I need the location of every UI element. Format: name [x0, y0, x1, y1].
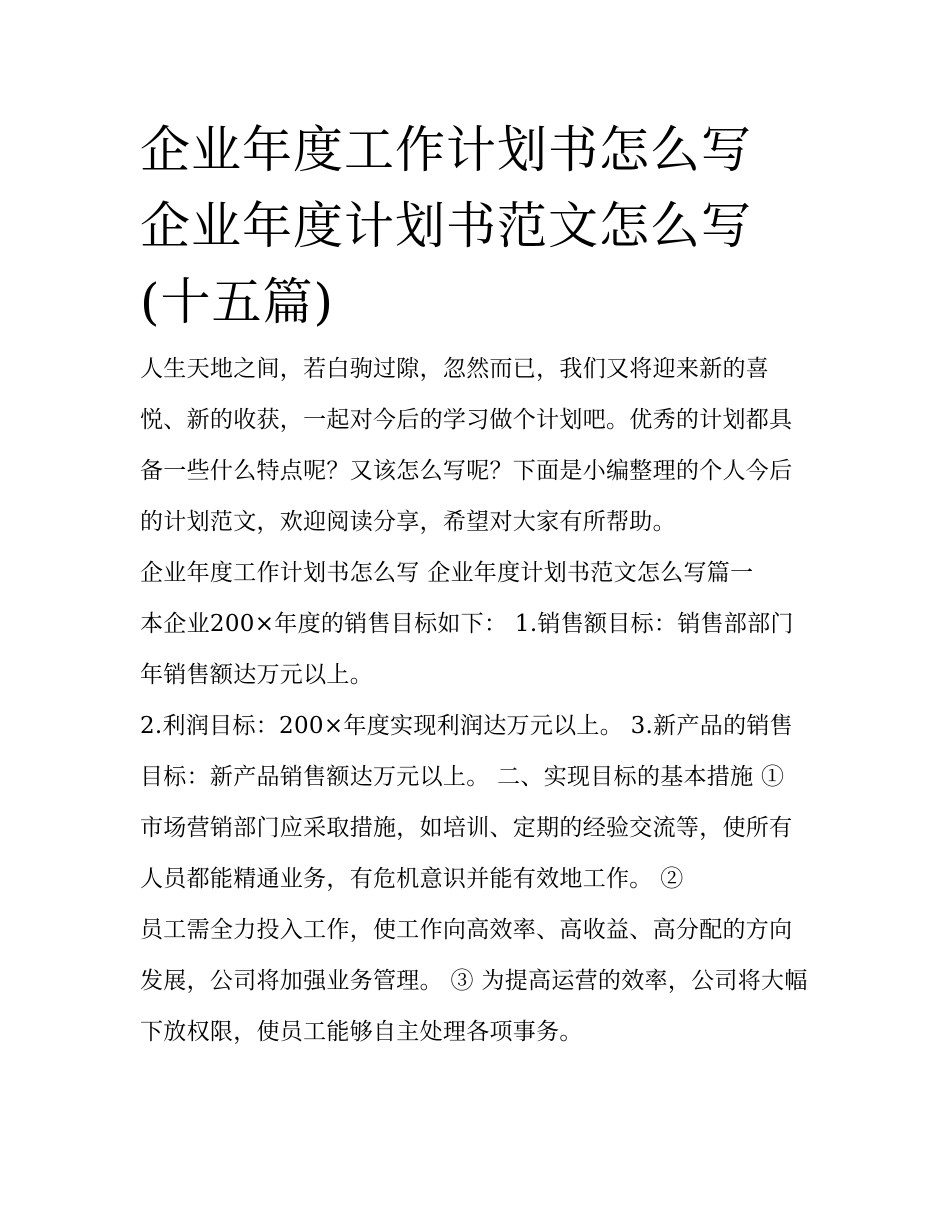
- document-title: 企业年度工作计划书怎么写 企业年度计划书范文怎么写(十五篇): [140, 121, 752, 331]
- intro-paragraph: 人生天地之间，若白驹过隙，忽然而已，我们又将迎来新的喜悦、新的收获，一起对今后的学习做个计划吧。优秀的计划都具备一些什么特点呢？又该怎么写呢？下面是小编整理的个人今后的计划范文，欢迎阅读分享，希望对大家有所帮助。: [140, 356, 793, 535]
- sales-target-paragraph: 本企业200×年度的销售目标如下： 1.销售额目标：销售部部门年销售额达万元以上。: [140, 611, 794, 688]
- profit-target-paragraph: 2.利润目标：200×年度实现利润达万元以上。 3.新产品的销售目标：新产品销售额达万元以上。 二、实现目标的基本措施 ①: [140, 713, 793, 790]
- document-page: [140, 112, 812, 1058]
- measure-one-paragraph: 市场营销部门应采取措施，如培训、定期的经验交流等，使所有人员都能精通业务，有危机意识并能有效地工作。 ②: [140, 815, 793, 892]
- measure-two-paragraph: 员工需全力投入工作，使工作向高效率、高收益、高分配的方向发展，公司将加强业务管理。 ③ 为提高运营的效率，公司将大幅下放权限，使员工能够自主处理各项事务。: [140, 917, 808, 1045]
- section-heading: 企业年度工作计划书怎么写 企业年度计划书范文怎么写篇一: [140, 560, 754, 586]
